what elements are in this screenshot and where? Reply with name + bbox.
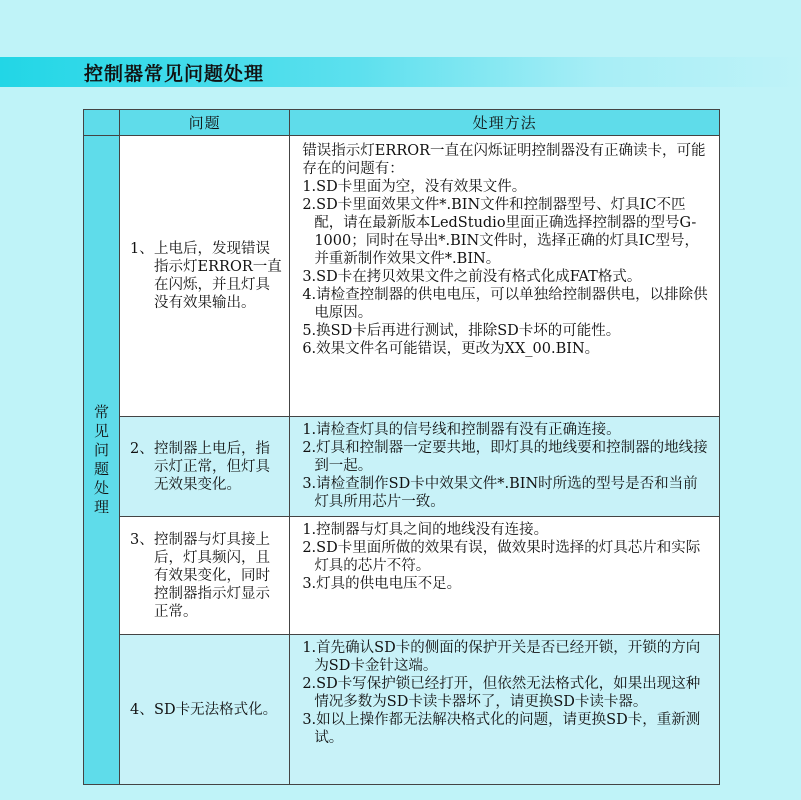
solution-list [302, 421, 709, 511]
solution-cell [290, 517, 720, 635]
table-row [84, 635, 720, 785]
solution-item: 2.SD卡里面效果文件*.BIN文件和控制器型号、灯具IC不匹配，请在最新版本LedStudio里面正确选择控制器的型号G-1000；同时在导出*.BIN文件时，选择正确的灯具IC型号，并重新制作效果文件*.BIN。 [302, 197, 699, 267]
table-header-row [84, 110, 720, 136]
solution-intro: 错误指示灯ERROR一直在闪烁证明控制器没有正确读卡，可能存在的问题有： [302, 143, 706, 177]
solution-item: 1.控制器与灯具之间的地线没有连接。 [302, 522, 549, 538]
solution-item: 3.请检查制作SD卡中效果文件*.BIN时所选的型号是否和当前灯具所用芯片一致。 [302, 476, 698, 510]
question-number: 2、 [130, 440, 154, 457]
table-row [84, 136, 720, 417]
question-text: 控制器上电后，指示灯正常，但灯具无效果变化。 [154, 440, 271, 493]
solution-cell [290, 417, 720, 517]
question-text: 控制器与灯具接上后，灯具频闪，且有效果变化，同时控制器指示灯显示正常。 [154, 531, 271, 620]
header-question: 问题 [120, 110, 290, 136]
solution-item: 3.灯具的供电电压不足。 [302, 576, 462, 592]
table-row [84, 417, 720, 517]
solution-item: 1.SD卡里面为空，没有效果文件。 [302, 179, 527, 195]
solution-item: 2.SD卡里面所做的效果有误，做效果时选择的灯具芯片和实际灯具的芯片不符。 [302, 540, 701, 574]
solution-item: 2.SD卡写保护锁已经打开，但依然无法格式化，如果出现这种情况多数为SD卡读卡器坏了，请更换SD卡读卡器。 [302, 676, 701, 710]
header-solution: 处理方法 [290, 110, 720, 136]
question-cell [120, 517, 290, 635]
question-number: 4、 [130, 701, 154, 718]
solution-item: 1.请检查灯具的信号线和控制器有没有正确连接。 [302, 422, 621, 438]
header-corner [84, 110, 120, 136]
solution-item: 2.灯具和控制器一定要共地，即灯具的地线要和控制器的地线接到一起。 [302, 440, 708, 474]
solution-item: 4.请检查控制器的供电电压，可以单独给控制器供电，以排除供电原因。 [302, 287, 708, 321]
page-title: 控制器常见问题处理 [84, 63, 265, 85]
question-cell [120, 136, 290, 417]
question-text: 上电后，发现错误指示灯ERROR一直在闪烁，并且灯具没有效果输出。 [154, 241, 282, 311]
solution-item: 6.效果文件名可能错误，更改为XX_00.BIN。 [302, 341, 600, 357]
question-cell [120, 417, 290, 517]
category-cell [84, 136, 120, 785]
category-label: 常见问题处理 [94, 403, 110, 516]
solution-item: 3.如以上操作都无法解决格式化的问题，请更换SD卡，重新测试。 [302, 712, 701, 746]
question-number: 3、 [130, 531, 154, 548]
solution-cell [290, 136, 720, 417]
solution-list [302, 521, 709, 593]
solution-list [302, 178, 709, 358]
faq-table [83, 109, 720, 785]
table-row [84, 517, 720, 635]
solution-cell [290, 635, 720, 785]
question-number: 1、 [130, 241, 154, 257]
question-cell [120, 635, 290, 785]
solution-item: 1.首先确认SD卡的侧面的保护开关是否已经开锁，开锁的方向为SD卡金针这端。 [302, 640, 701, 674]
solution-item: 5.换SD卡后再进行测试，排除SD卡坏的可能性。 [302, 323, 621, 339]
question-text: SD卡无法格式化。 [154, 701, 278, 718]
solution-list [302, 639, 709, 747]
title-band [0, 57, 801, 87]
solution-item: 3.SD卡在拷贝效果文件之前没有格式化成FAT格式。 [302, 269, 642, 285]
